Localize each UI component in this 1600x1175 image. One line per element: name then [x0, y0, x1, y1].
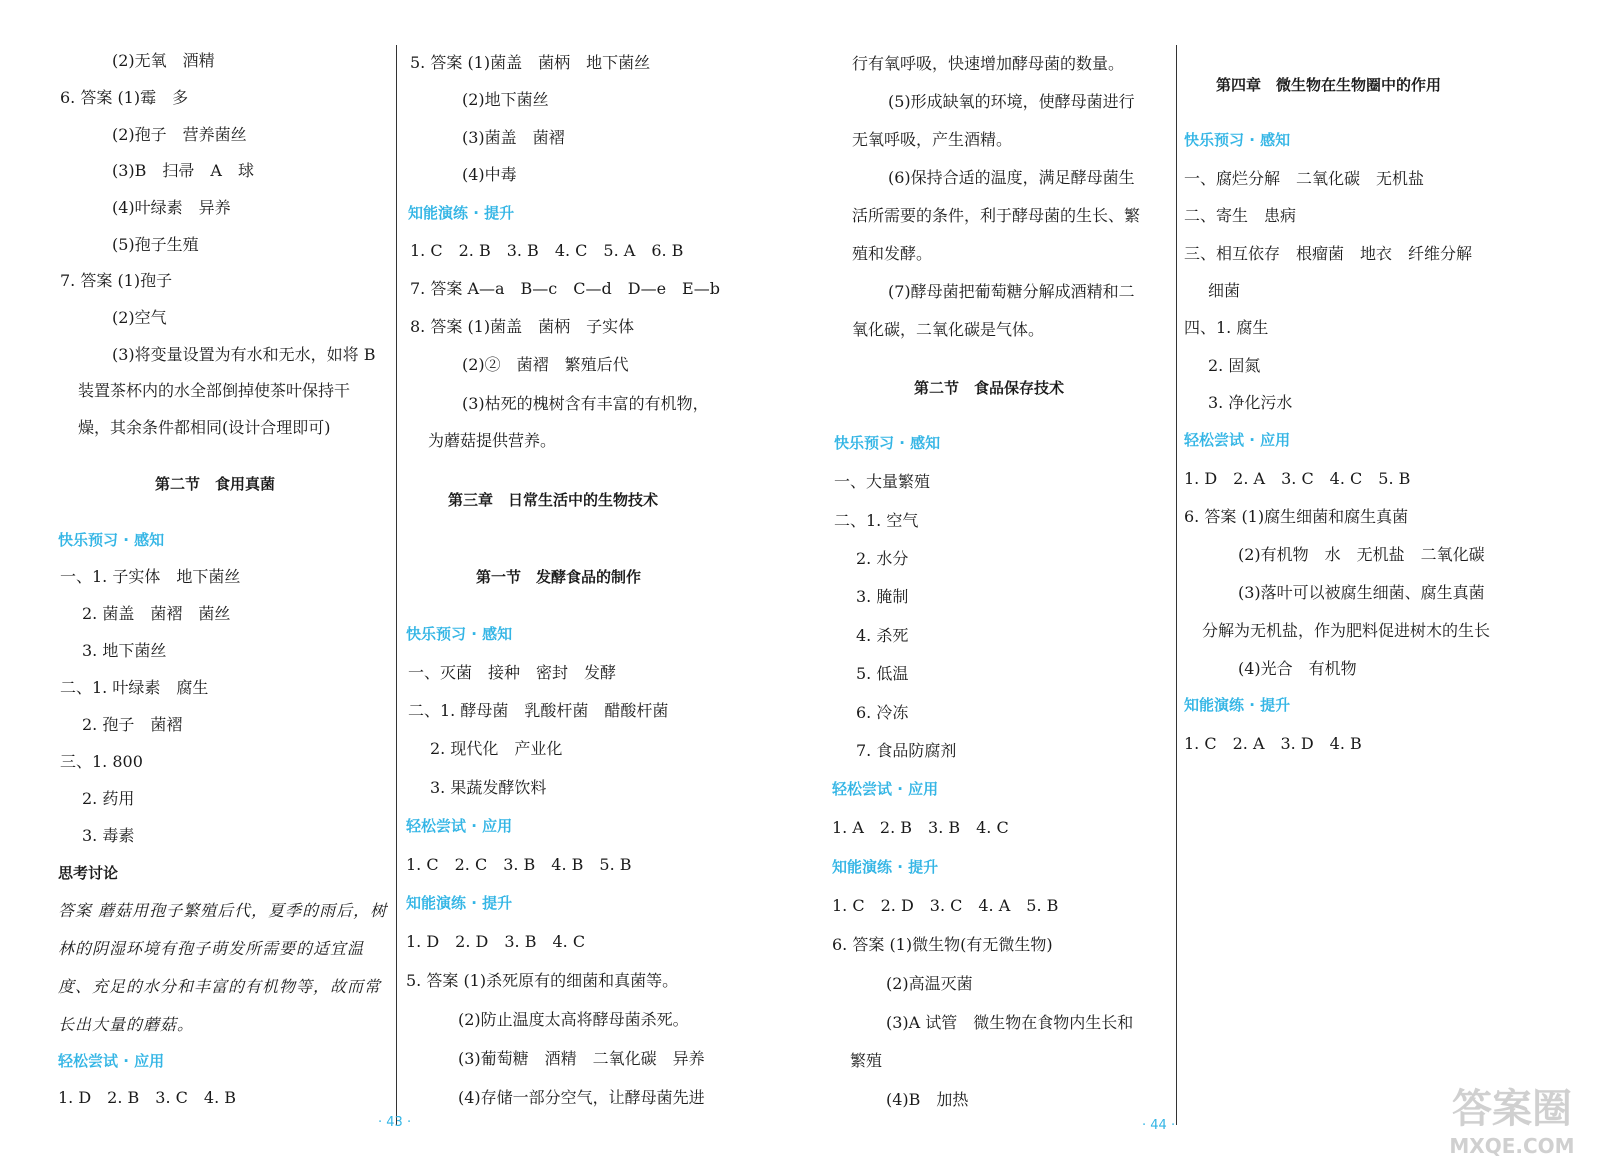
- text-line: 6. 答案 (1)微生物(有无微生物): [832, 935, 1053, 954]
- text-line: 7. 食品防腐剂: [856, 741, 957, 760]
- text-line: 四、1. 腐生: [1184, 318, 1269, 337]
- text-line: (7)酵母菌把葡萄糖分解成酒精和二: [888, 282, 1135, 301]
- text-line: 1. D 2. D 3. B 4. C: [406, 932, 586, 951]
- text-line: 分解为无机盐，作为肥料促进树木的生长: [1202, 621, 1491, 640]
- section-label: 轻松尝试 · 应用: [832, 780, 939, 798]
- text-line: 3. 果蔬发酵饮料: [430, 778, 547, 797]
- text-line: 殖和发酵。: [852, 244, 933, 263]
- text-line: 2. 菌盖 菌褶 菌丝: [82, 604, 231, 623]
- text-line: 一、1. 子实体 地下菌丝: [60, 567, 241, 586]
- text-line: (5)孢子生殖: [112, 235, 199, 254]
- text-line: (2)② 菌褶 繁殖后代: [462, 355, 629, 374]
- text-line: 3. 腌制: [856, 587, 909, 606]
- text-line: 1. D 2. A 3. C 4. C 5. B: [1184, 469, 1411, 488]
- text-line: (2)防止温度太高将酵母菌杀死。: [458, 1010, 689, 1029]
- text-line: (4)B 加热: [886, 1090, 969, 1109]
- text-line: 2. 药用: [82, 789, 135, 808]
- text-line: 一、灭菌 接种 密封 发酵: [408, 663, 617, 682]
- text-line: 3. 净化污水: [1208, 393, 1293, 412]
- section-label: 轻松尝试 · 应用: [58, 1052, 165, 1070]
- column-divider: [1176, 45, 1177, 1125]
- text-line: 3. 地下菌丝: [82, 641, 167, 660]
- chapter-title: 第三章 日常生活中的生物技术: [448, 491, 659, 509]
- chapter-title: 第四章 微生物在生物圈中的作用: [1216, 76, 1442, 94]
- text-line: 2. 水分: [856, 549, 909, 568]
- text-line: (3)B 扫帚 A 球: [112, 161, 254, 180]
- text-line: (6)保持合适的温度，满足酵母菌生: [888, 168, 1135, 187]
- text-line: 4. 杀死: [856, 626, 909, 645]
- text-line: 1. C 2. B 3. B 4. C 5. A 6. B: [410, 241, 684, 260]
- text-line: 二、1. 酵母菌 乳酸杆菌 醋酸杆菌: [408, 701, 669, 720]
- text-line: 三、相互依存 根瘤菌 地衣 纤维分解: [1184, 244, 1473, 263]
- section-label: 知能演练 · 提升: [832, 858, 939, 876]
- text-line: 度、充足的水分和丰富的有机物等，故而常: [58, 977, 382, 996]
- text-line: 三、1. 800: [60, 752, 143, 771]
- text-line: 一、大量繁殖: [834, 472, 931, 491]
- section-label: 快乐预习 · 感知: [834, 434, 941, 452]
- text-line: 5. 答案 (1)菌盖 菌柄 地下菌丝: [410, 53, 651, 72]
- text-line: 长出大量的蘑菇。: [58, 1015, 195, 1034]
- section-label: 轻松尝试 · 应用: [406, 817, 513, 835]
- text-line: 二、寄生 患病: [1184, 206, 1297, 225]
- text-line: 二、1. 叶绿素 腐生: [60, 678, 209, 697]
- text-line: 1. C 2. D 3. C 4. A 5. B: [832, 896, 1059, 915]
- text-line: (4)叶绿素 异养: [112, 198, 231, 217]
- text-line: (4)光合 有机物: [1238, 659, 1357, 678]
- text-line: 6. 冷冻: [856, 703, 909, 722]
- text-line: 1. D 2. B 3. C 4. B: [58, 1088, 236, 1107]
- text-line: 6. 答案 (1)腐生细菌和腐生真菌: [1184, 507, 1409, 526]
- text-line: 8. 答案 (1)菌盖 菌柄 子实体: [410, 317, 635, 336]
- page-number: · 43 ·: [378, 1115, 412, 1130]
- section-label: 知能演练 · 提升: [408, 204, 515, 222]
- text-line: 1. C 2. C 3. B 4. B 5. B: [406, 855, 632, 874]
- text-line: 细菌: [1208, 281, 1241, 300]
- text-line: (2)地下菌丝: [462, 90, 549, 109]
- text-line: (2)空气: [112, 308, 167, 327]
- section-title: 思考讨论: [58, 864, 119, 882]
- text-line: 活所需要的条件，利于酵母菌的生长、繁: [852, 206, 1141, 225]
- page-number: · 44 ·: [1142, 1118, 1176, 1133]
- text-line: 1. A 2. B 3. B 4. C: [832, 818, 1009, 837]
- text-line: (2)有机物 水 无机盐 二氧化碳: [1238, 545, 1485, 564]
- text-line: (3)菌盖 菌褶: [462, 128, 565, 147]
- text-line: 一、腐烂分解 二氧化碳 无机盐: [1184, 169, 1425, 188]
- text-line: (2)无氧 酒精: [112, 51, 215, 70]
- text-line: 3. 毒素: [82, 826, 135, 845]
- text-line: 1. C 2. A 3. D 4. B: [1184, 734, 1362, 753]
- column-divider: [396, 45, 397, 1125]
- section-title: 第一节 发酵食品的制作: [476, 568, 642, 586]
- section-label: 轻松尝试 · 应用: [1184, 431, 1291, 449]
- section-label: 知能演练 · 提升: [406, 894, 513, 912]
- text-line: 氧化碳，二氧化碳是气体。: [852, 320, 1045, 339]
- watermark-url: MXQE.COM: [1449, 1134, 1575, 1158]
- text-line: (3)将变量设置为有水和无水，如将 B: [112, 345, 376, 364]
- text-line: (4)存储一部分空气，让酵母菌先进: [458, 1088, 705, 1107]
- text-line: 7. 答案 A—a B—c C—d D—e E—b: [410, 279, 720, 298]
- section-title: 第二节 食用真菌: [155, 475, 276, 493]
- section-title: 第二节 食品保存技术: [914, 379, 1065, 397]
- text-line: (5)形成缺氧的环境，使酵母菌进行: [888, 92, 1135, 111]
- text-line: 7. 答案 (1)孢子: [60, 271, 173, 290]
- text-line: (3)枯死的槐树含有丰富的有机物，: [462, 394, 709, 413]
- section-label: 快乐预习 · 感知: [58, 531, 165, 549]
- watermark-text: 答案圈: [1452, 1086, 1572, 1132]
- text-line: 5. 低温: [856, 664, 909, 683]
- text-line: 为蘑菇提供营养。: [428, 431, 557, 450]
- text-line: (3)落叶可以被腐生细菌、腐生真菌: [1238, 583, 1485, 602]
- section-label: 快乐预习 · 感知: [1184, 131, 1291, 149]
- text-line: (3)A 试管 微生物在食物内生长和: [886, 1013, 1134, 1032]
- text-line: (4)中毒: [462, 165, 517, 184]
- section-label: 快乐预习 · 感知: [406, 625, 513, 643]
- text-line: (2)孢子 营养菌丝: [112, 125, 247, 144]
- text-line: 无氧呼吸，产生酒精。: [852, 130, 1013, 149]
- text-line: 林的阴湿环境有孢子萌发所需要的适宜温: [58, 939, 365, 958]
- text-line: 2. 孢子 菌褶: [82, 715, 183, 734]
- text-line: (3)葡萄糖 酒精 二氧化碳 异养: [458, 1049, 705, 1068]
- text-line: 5. 答案 (1)杀死原有的细菌和真菌等。: [406, 971, 679, 990]
- watermark-logo: [1432, 1085, 1592, 1165]
- text-line: 繁殖: [850, 1051, 883, 1070]
- text-line: 燥，其余条件都相同(设计合理即可): [78, 418, 331, 437]
- text-line: 6. 答案 (1)霉 多: [60, 88, 189, 107]
- text-line: 装置茶杯内的水全部倒掉使茶叶保持干: [78, 381, 351, 400]
- text-line: 答案 蘑菇用孢子繁殖后代，夏季的雨后，树: [58, 901, 388, 920]
- text-line: 2. 现代化 产业化: [430, 739, 563, 758]
- text-line: 二、1. 空气: [834, 511, 919, 530]
- text-line: 行有氧呼吸，快速增加酵母菌的数量。: [852, 54, 1125, 73]
- text-line: (2)高温灭菌: [886, 974, 973, 993]
- text-line: 2. 固氮: [1208, 356, 1261, 375]
- section-label: 知能演练 · 提升: [1184, 696, 1291, 714]
